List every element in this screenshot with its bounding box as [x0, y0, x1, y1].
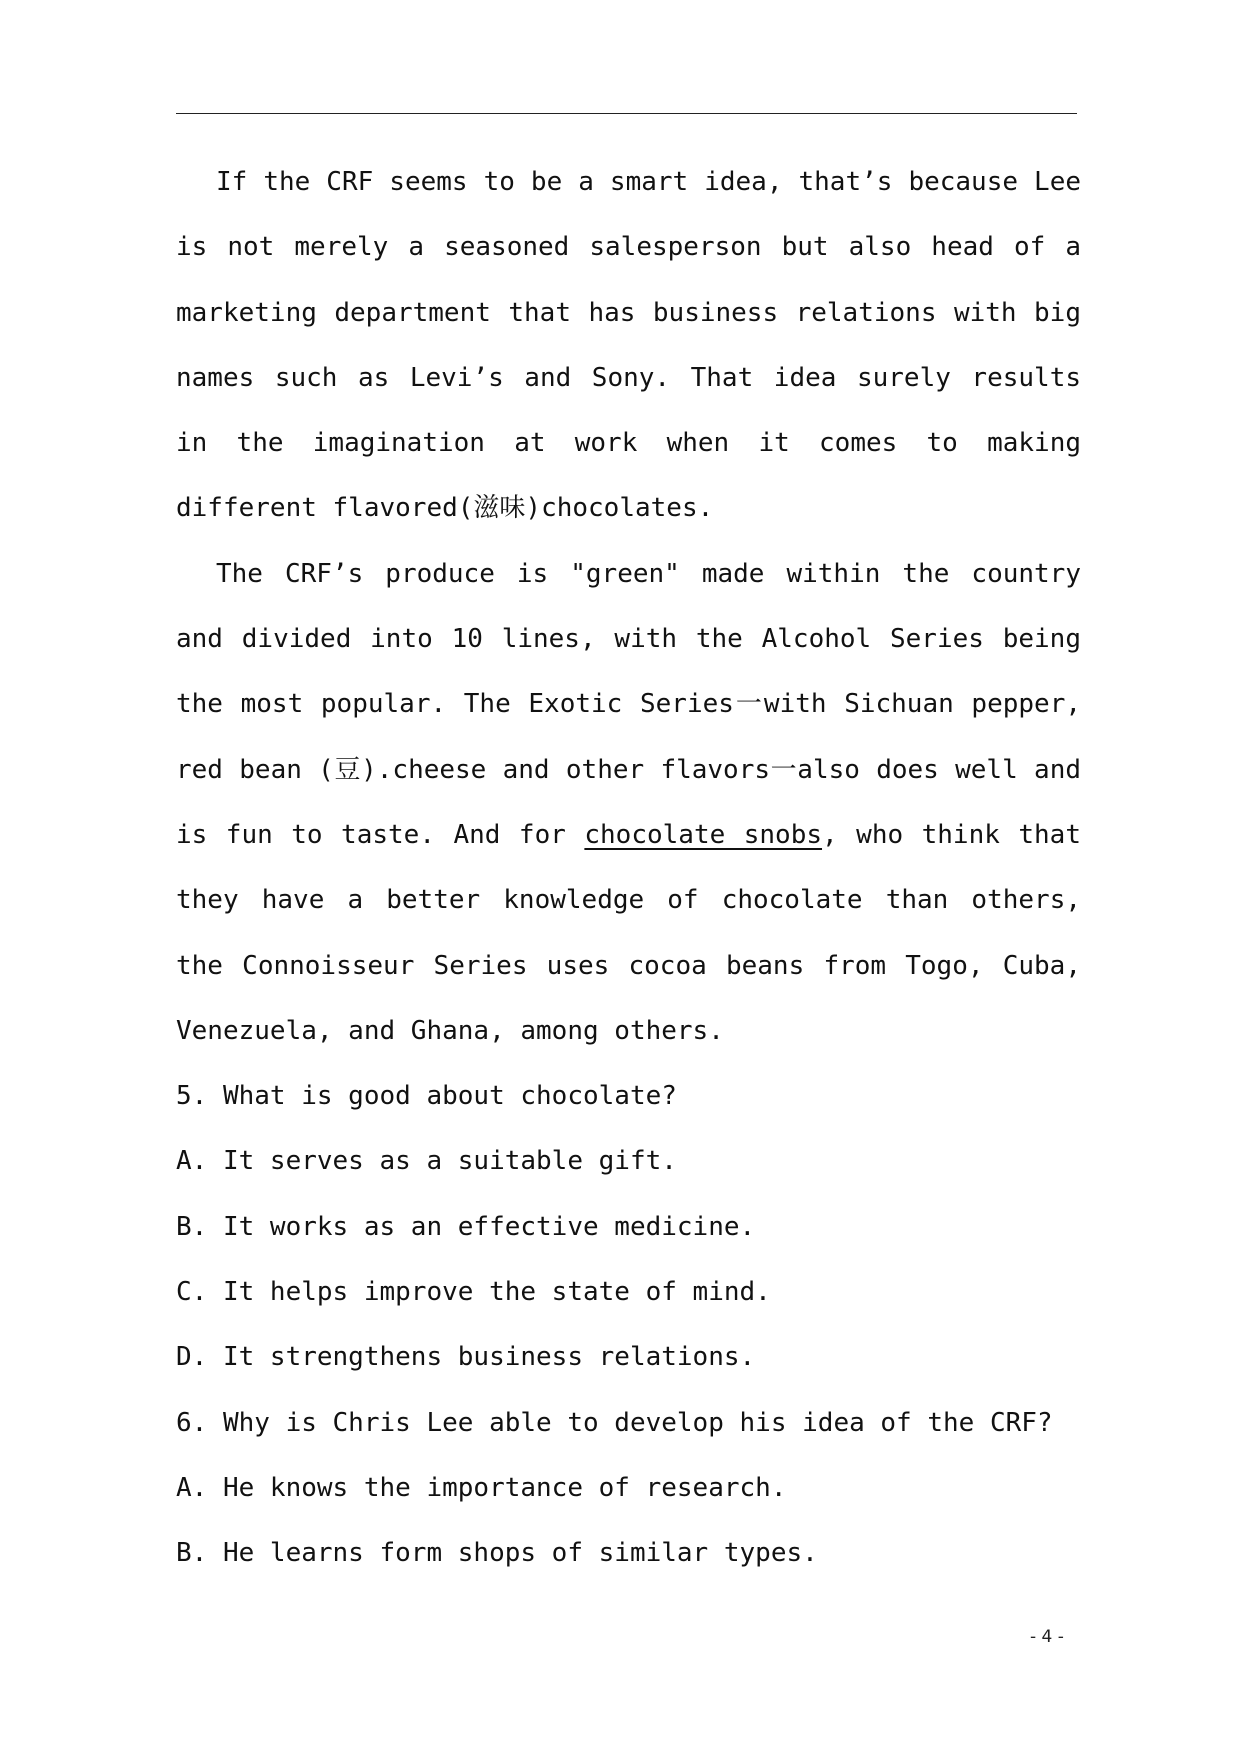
header-rule [176, 113, 1077, 114]
paragraph-2-text-after: , who think that they have a better knowledge of chocolate than others, the Connoisseur Series uses cocoa beans from Togo, Cuba, Venezuela, and Ghana, among others. [176, 819, 1081, 1046]
question-6-option-a: A. He knows the importance of research. [176, 1472, 787, 1503]
passage-paragraph-2 [176, 542, 1081, 1064]
underlined-phrase: chocolate snobs [584, 819, 823, 850]
question-5-option-d: D. It strengthens business relations. [176, 1342, 756, 1373]
passage-paragraph-1: If the CRF seems to be a smart idea, that’s because Lee is not merely a seasoned salesperson but also head of a marketing department that has business relations with big names such as Levi’s and Sony. That idea surely results in the imagination at work when it comes to making different flavored(滋味)chocolates. [176, 167, 1081, 524]
question-5-option-c: C. It helps improve the state of mind. [176, 1277, 771, 1308]
question-5-option-b: B. It works as an effective medicine. [176, 1211, 756, 1242]
page-number: - 4 - [1030, 1627, 1064, 1647]
paragraph-2-text-before: The CRF’s produce is "green" made within the country and divided into 10 lines, with the Alcohol Series being the most popular. The Exotic Series一with Sichuan pepper, red bean (豆).cheese and other flavors一also does well and is fun to taste. And for [176, 558, 1081, 850]
question-6-stem: 6. Why is Chris Lee able to develop his idea of the CRF? [176, 1407, 1053, 1438]
page-content [176, 150, 1081, 1587]
question-6-option-b: B. He learns form shops of similar types. [176, 1538, 818, 1569]
question-5-option-a: A. It serves as a suitable gift. [176, 1146, 677, 1177]
question-5-stem: 5. What is good about chocolate? [176, 1081, 677, 1112]
